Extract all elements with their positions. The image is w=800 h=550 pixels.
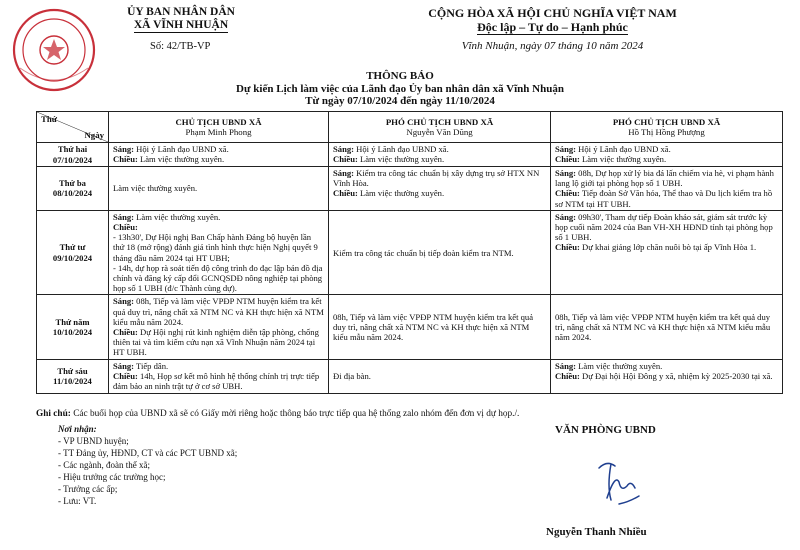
recipient-item: - Hiệu trưởng các trường học; <box>58 472 166 482</box>
schedule-entry: Sáng: 08h, Tiếp và làm việc VPĐP NTM huyện kiểm tra kết quả duy trì, nâng chất xã NTM NC và KH thực hiện xã NTM kiểu mẫu năm 2024. <box>113 296 324 327</box>
schedule-cell-3 <box>551 167 783 211</box>
date-label: 10/10/2024 <box>52 327 93 338</box>
day-cell <box>37 295 109 359</box>
schedule-cell-1 <box>109 143 329 167</box>
corner-bottom-label: Ngày <box>84 129 104 140</box>
recipient-item: - Trưởng các ấp; <box>58 484 118 494</box>
weekday-label: Thứ năm <box>55 316 90 327</box>
national-motto: Độc lập – Tự do – Hạnh phúc <box>477 20 628 34</box>
schedule-entry: Chiều: Làm việc thường xuyên. <box>333 188 445 199</box>
document-number: Số: 42/TB-VP <box>150 41 211 52</box>
day-cell <box>37 167 109 211</box>
schedule-entry: Sáng: Làm việc thường xuyên. <box>555 360 663 371</box>
schedule-entry: Sáng: Hội ý Lãnh đạo UBND xã. <box>113 144 229 154</box>
schedule-entry: Chiều: 14h, Họp sơ kết mô hình hệ thống chính trị trực tiếp đảm bảo an ninh trật tự ở cơ sở UBH. <box>113 370 320 392</box>
nation-title: CỘNG HÒA XÃ HỘI CHỦ NGHĨA VIỆT NAM <box>428 6 677 20</box>
day-cell <box>37 210 109 295</box>
recipients-label: Nơi nhận: <box>58 424 97 434</box>
recipients-block <box>58 423 358 507</box>
schedule-entry: Sáng: Tiếp dân. <box>113 360 169 371</box>
recipient-item: - VP UBND huyện; <box>58 436 129 446</box>
schedule-entry: 08h, Tiếp và làm việc VPĐP NTM huyện kiểm tra kết quả duy trì, nâng chất xã NTM NC và KH thực hiện xã NTM kiểu mẫu năm 2024. <box>333 311 534 343</box>
schedule-entry: Sáng: 08h, Dự họp xử lý bia đá lấn chiếm via hè, vi phạm hành lang lộ giới tại phòng họp số 1 UBH. <box>555 168 774 189</box>
date-label: 11/10/2024 <box>53 376 92 387</box>
schedule-entry: Sáng: Hội ý Lãnh đạo UBND xã. <box>333 144 449 154</box>
recipient-item: - Các ngành, đoàn thể xã; <box>58 460 150 470</box>
corner-header-cell <box>37 112 109 143</box>
schedule-entry: Chiều: Dự Hội nghị rút kinh nghiệm diễn tập phòng, chống thiên tai và tìm kiếm cứu nạn xã Vĩnh Nhuận năm 2024 tại HT UBH. <box>113 327 319 358</box>
notice-title <box>150 70 650 108</box>
schedule-cell-2 <box>329 167 551 211</box>
column-header-2: PHÓ CHỦ TỊCH UBND XÃ Nguyễn Văn Dũng <box>329 112 551 143</box>
column-header-1: CHỦ TỊCH UBND XÃ Phạm Minh Phong <box>109 112 329 143</box>
schedule-cell-1 <box>109 167 329 211</box>
schedule-cell-2 <box>329 143 551 167</box>
column-header-3: PHÓ CHỦ TỊCH UBND XÃ Hồ Thị Hồng Phượng <box>551 112 783 143</box>
schedule-entry: Sáng: Làm việc thường xuyên. <box>113 211 221 222</box>
signer-name: Nguyễn Thanh Nhiều <box>546 526 647 538</box>
notice-period: Từ ngày 07/10/2024 đến ngày 11/10/2024 <box>305 95 495 107</box>
notice-subject: Dự kiến Lịch làm việc của Lãnh đạo Ủy ban nhân dân xã Vĩnh Nhuận <box>236 82 564 95</box>
schedule-entry: Chiều: Dự Đại hội Hội Đông y xã, nhiệm kỳ 2025-2030 tại xã. <box>555 370 773 381</box>
schedule-entry: 08h, Tiếp và làm việc VPĐP NTM huyện kiểm tra kết quả duy trì, nâng chất xã NTM NC và KH thực hiện xã NTM kiểu mẫu năm 2024. <box>555 311 771 343</box>
issuing-organization <box>92 6 270 33</box>
signer-office: VĂN PHÒNG UBND <box>555 424 656 436</box>
schedule-cell-2 <box>329 210 551 295</box>
schedule-cell-1 <box>109 359 329 393</box>
schedule-entry: Kiểm tra công tác chuẩn bị tiếp đoàn kiểm tra NTM. <box>333 247 514 258</box>
schedule-cell-1 <box>109 295 329 359</box>
schedule-cell-2 <box>329 359 551 393</box>
weekday-label: Thứ tư <box>59 242 86 253</box>
schedule-cell-3 <box>551 295 783 359</box>
date-label: 09/10/2024 <box>52 252 93 263</box>
schedule-entry: Chiều: Tiếp đoàn Sở Văn hóa, Thể thao và Du lịch kiểm tra hồ sơ NTM tại HT UBH. <box>555 188 773 209</box>
schedule-entry: Chiều: Làm việc thường xuyên. <box>333 154 445 165</box>
official-seal-image <box>8 6 100 94</box>
table-row <box>37 210 783 295</box>
schedule-entry: - 14h, dự họp rà soát tiến độ công trình đo đạc lập bản đồ địa chính và đăng ký cấp đổi GCNQSDĐ nông nghiệp tại phòng họp số 1 UBH (đ/c Thành cùng dự). <box>113 262 323 294</box>
org-line-2: XÃ VĨNH NHUẬN <box>133 19 229 31</box>
recipient-item: - Lưu: VT. <box>58 496 97 506</box>
national-header <box>380 6 725 53</box>
schedule-entry: Sáng: 09h30', Tham dự tiếp Đoàn khảo sát, giám sát trước kỳ họp cuối năm 2024 của Ban VH-XH HĐND tỉnh tại phòng họp số 1 UBH. <box>555 211 773 243</box>
schedule-cell-2 <box>329 295 551 359</box>
note-text: Các buổi họp của UBND xã sẽ có Giấy mời riêng hoặc thông báo trực tiếp qua hệ thống zalo nhóm đến đơn vị dự họp./. <box>70 409 520 419</box>
org-line-1: ỦY BAN NHÂN DÂN <box>127 6 235 18</box>
schedule-entry: Làm việc thường xuyên. <box>113 183 198 194</box>
weekday-label: Thứ sáu <box>57 365 88 376</box>
date-label: 08/10/2024 <box>52 188 93 199</box>
schedule-entry: Sáng: Kiểm tra công tác chuẩn bị xây dựng trụ sở HTX NN Vĩnh Hòa. <box>333 168 540 189</box>
general-note <box>36 409 776 420</box>
schedule-entry: Chiều: Làm việc thường xuyên. <box>555 154 667 165</box>
day-cell <box>37 359 109 393</box>
schedule-entry: Chiều: Dự khai giảng lớp chăn nuôi bò tại ấp Vĩnh Hòa 1. <box>555 242 757 253</box>
schedule-entry: Chiều: Làm việc thường xuyên. <box>113 154 225 165</box>
table-row <box>37 143 783 167</box>
schedule-entry: - 13h30', Dự Hội nghị Ban Chấp hành Đảng bộ huyện lần thứ 18 (mở rộng) đánh giá tình hình thực hiện Nghị quyết 9 tháng đầu năm 2024 tại HT UBH; <box>113 232 318 263</box>
date-label: 07/10/2024 <box>52 154 93 165</box>
table-row <box>37 167 783 211</box>
schedule-cell-3 <box>551 210 783 295</box>
table-row <box>37 359 783 393</box>
schedule-table <box>36 111 783 394</box>
schedule-entry: Sáng: Hội ý Lãnh đạo UBND xã. <box>555 144 671 154</box>
weekday-label: Thứ ba <box>59 178 86 189</box>
recipient-item: - TT Đảng ủy, HĐND, CT và các PCT UBND xã; <box>58 448 238 458</box>
signature-image <box>585 452 645 512</box>
weekday-label: Thứ hai <box>57 144 88 155</box>
corner-top-label: Thứ <box>41 114 58 124</box>
schedule-cell-1 <box>109 210 329 295</box>
day-cell <box>37 143 109 167</box>
schedule-cell-3 <box>551 143 783 167</box>
table-row <box>37 295 783 359</box>
notice-type: THÔNG BÁO <box>366 70 434 82</box>
schedule-entry: Chiều: <box>113 222 138 233</box>
schedule-entry: Đi địa bàn. <box>333 371 371 382</box>
schedule-cell-3 <box>551 359 783 393</box>
note-label: Ghi chú: <box>36 409 71 419</box>
place-date: Vĩnh Nhuận, ngày 07 tháng 10 năm 2024 <box>461 40 644 52</box>
